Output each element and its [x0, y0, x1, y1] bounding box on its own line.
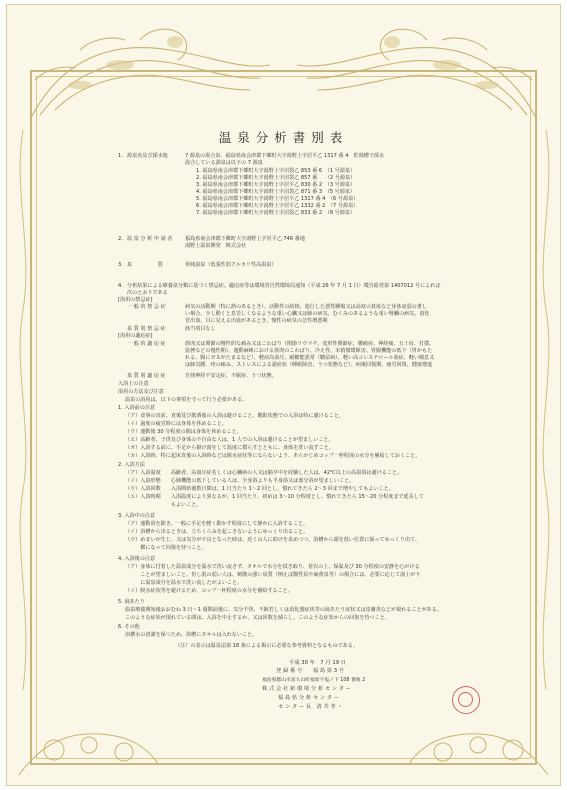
issuer-center: 福 島 県 分 析 セ ン タ ー — [278, 695, 340, 701]
note-line: （ア）食事の直前、直後及び飲酒後の入浴は避けること。酩酊状態での入浴は特に避けること。 — [125, 413, 345, 419]
registration-number: 登 録 番 号 福 島 第 3 号 — [276, 668, 345, 674]
note-line: 6. その他 — [118, 624, 140, 630]
note-line: 浴槽水の清潔を保つため、浴槽にタオルは入れないこと。 — [125, 632, 258, 638]
note-line: ことが望ましいこと。但し肌の弱い人は、刺激の強い泉質（例えば酸性泉や硫黄泉等）の場合には、必要に応じて湯上がり — [125, 572, 421, 578]
general-contra-text: い場合、少し動くと息苦しくなるような重い心臓又は肺の病気、むくみのあるような重い腎臓の病気、消化 — [185, 311, 430, 317]
note-footer: （注）の表示は温泉法第 18 条による掲示に必要な参考資料となるものである。 — [175, 643, 358, 649]
note-line: （ア）身体に付着した温泉成分を温水で洗い流さず、タオルで水分を拭き取り、着衣の上、保温及び 30 分程度の安静を心がける — [125, 564, 420, 570]
s1-line: 6. 福島県南会津郡下郷町大字湯野上字居平乙 1332 番 2 （7 号源泉） — [196, 203, 359, 209]
s1-line: 混合している源泉は以下の 7 源泉 — [185, 160, 263, 166]
issuer-company: 株 式 会 社 新 環 境 分 析 セ ン タ ー — [262, 686, 352, 692]
quality-ind-label: 泉 質 別 適 応 症 — [127, 373, 166, 379]
note-line: （イ）浴槽から出るときは、立ちくらみを起こさないようにゆっくり出ること。 — [125, 529, 309, 535]
section-3-label: 泉 質 — [127, 262, 163, 268]
note-line: （ウ）めまいが生じ、又は気分が不良となった時は、近くの人に助けを求めつつ、浴槽から頭を低い位置に保ってゆっくり出て、 — [125, 537, 421, 543]
note-line: 温泉の浴用は、以下の事項を守って行う必要がある。 — [125, 397, 248, 403]
note-line: もよいこと。 — [125, 502, 202, 508]
note-line: このような症状が現れている間は、入浴を中止するか、又は回数を減らし、このような症状からの回復を待つこと。 — [125, 615, 390, 621]
note-line: （ウ）運動後 30 分程度の間は身体を休めること。 — [125, 429, 242, 435]
note-line: （イ）脱水症状等を避けるため、コップ一杯程度の水分を補給すること。 — [125, 588, 293, 594]
section-4-number: 4. — [118, 283, 123, 289]
s1-line: 7. 福島県南会津郡下郷町大字湯野上字沼袋乙 833 番 2 （8 号源泉） — [196, 210, 356, 216]
note-line: 浴用の方法及び注意 — [118, 389, 164, 395]
s4-intro: 分析結果による療養泉分類に基づく禁忌症、適応症等は環境省自然環境局通知（平成 26 年 7 月 1 日）環自総発第 1407012 号によれば — [127, 283, 441, 289]
s4-intro: 次のとおりである — [127, 290, 168, 296]
floral-bottom-left-ornament — [14, 690, 164, 782]
general-ind-text: 筋肉又は関節の慢性的な痛み又はこわばり（関節リウマチ、変形性関節症、腰痛症、神経痛、五十肩、打撲、 — [185, 341, 435, 347]
s1-line: 7 源泉の混合泉、福島県南会津郡下郷町大字湯野上字居平乙 1317 番 4 貯湯槽で採水 — [185, 153, 385, 159]
quality-contra-label: 泉 質 別 禁 忌 症 — [127, 326, 166, 332]
section-1-label: 源泉名及び採水地 — [127, 153, 168, 159]
section-2-number: 2. — [118, 236, 123, 242]
note-line: （ウ）入浴回数 入浴開始後数日間は、1 日当たり 1〜2 回とし、慣れてきたら 2〜3 回まで増やしてもよいこと。 — [125, 486, 394, 492]
note-line: （エ）入浴時間 入浴温度により異なるが、1 回当たり、初めは 3〜10 分程度とし、慣れてきたら 15〜20 分程度まで延長して — [125, 494, 424, 500]
note-line: に温泉成分を温水で洗い流したがよいこと。 — [125, 580, 243, 586]
note-line: （オ）入浴する前に、手足から掛け湯をして温度に慣らすとともに、身体を洗い流すこと。 — [125, 445, 334, 451]
phoenix-right-ornament — [287, 20, 547, 130]
general-ind-text: れる、腸にガスがたまるなど）、軽症高血圧、耐糖能異常（糖尿病）、軽い高コレステロール血症、軽い喘息又 — [185, 355, 435, 361]
note-line: （カ）入浴時、特に起床直後の入浴時などは脱水症状等にならないよう、あらかじめコップ一杯程度の水分を補給しておくこと。 — [125, 453, 421, 459]
s1-line: 2. 福島県南会津郡下郷町大字湯野上字沼袋乙 857 番 （2 号源泉） — [196, 175, 356, 181]
s1-line: 5. 福島県南会津郡下郷町大字湯野上字居平乙 1317 番 4 （6 号源泉） — [196, 196, 359, 202]
issue-date: 平成 30 年 7 月 19 日 — [289, 660, 347, 666]
general-ind-label: 一 般 的 適 応 症 — [127, 341, 166, 347]
general-contra-text: 管出血、目に見える出血があるとき、慢性の病気の急性増悪期 — [185, 318, 328, 324]
issuer-address: 福島県郡山市富久山町福原字塩ノ下 108 番地 2 — [262, 678, 366, 683]
side-vine-left-ornament — [10, 130, 36, 690]
s1-line: 3. 福島県南会津郡下郷町大字湯野上字居平乙 830 番 2 （3 号源泉） — [196, 182, 356, 188]
section-3-number: 3. — [118, 262, 123, 268]
bath-ind-header: [浴用の適応症] — [118, 333, 153, 339]
note-line: （ア）運動浴を除き、一般に手足を軽く動かす程度にして静かに入浴すること。 — [125, 521, 309, 527]
note-line: （イ）入浴形態 心肺機能の低下している人は、全身浴よりも半身浴又は部分浴が望ましいこと。 — [125, 478, 355, 484]
phoenix-left-ornament — [20, 20, 280, 130]
note-line: （ア）入浴温度 高齢者、高血圧症若しくは心臓病の人又は脳卒中を経験した人は、42℃以上の高温浴は避けること。 — [125, 470, 403, 476]
general-contra-label: 一 般 的 禁 忌 症 — [127, 304, 166, 310]
note-line: 温泉療養開始後おおむね 3 日〜1 週間前後に、気分不快、不眠若しくは消化器症状等の湯あたり症状又は皮膚炎などが現れることがある。 — [125, 607, 442, 613]
spring-quality: 単純温泉（低張性弱アルカリ性高温泉） — [185, 262, 277, 268]
note-line: 4. 入浴後の注意 — [118, 556, 156, 562]
note-line: 1. 入浴前の注意 — [118, 405, 156, 411]
section-1-number: 1. — [118, 153, 123, 159]
s1-line: 4. 福島県南会津郡下郷町大字湯野上字沼袋乙 871 番 3 （5 号源泉） — [196, 189, 356, 195]
issuer-director: セ ン タ ー 長 清 井 孝 ・ — [278, 704, 343, 710]
note-line: 3. 入浴中の注意 — [118, 513, 156, 519]
document-title: 温泉分析書別表 — [218, 130, 349, 145]
note-line: 2. 入浴方法 — [118, 462, 145, 468]
official-seal-stamp — [452, 686, 480, 714]
section-2-label: 温 泉 分 析 申 請 者 — [127, 236, 173, 242]
general-ind-text: 捻挫などの慢性期）、運動麻痺における筋肉のこわばり、冷え性、末梢循環障害、胃腸機能の低下（胃がもた — [185, 348, 433, 354]
note-line: （エ）高齢者、子供及び身体の不自由な人は、1 人での入浴は避けることが望ましいこと。 — [125, 437, 334, 443]
note-line: 横になって回復を待つこと。 — [125, 545, 207, 551]
note-line: 入浴上の注意 — [118, 381, 149, 387]
s2-line: 湯野上温泉開発 株式会社 — [185, 243, 247, 249]
side-vine-right-ornament — [533, 130, 559, 690]
bath-contra-header: [浴用の禁忌症] — [118, 297, 153, 303]
general-ind-text: は肺気腫、痔の痛み、ストレスによる諸症状（睡眠障害、うつ状態など）、病後回復期、疲労回復、健康増進 — [185, 362, 433, 368]
s1-line: 1. 福島県南会津郡下郷町大字湯野上字沼袋乙 853 番 6 （1 号源泉） — [196, 168, 356, 174]
seal-inner-ring — [458, 692, 473, 707]
note-line: 5. 湯あたり — [118, 599, 145, 605]
quality-ind-text: 自律神経不安定症、不眠症、うつ状態。 — [185, 373, 277, 379]
s2-line: 福島県南会津郡下郷町大字湯野上字居平乙 746 番地 — [185, 236, 305, 242]
note-line: （イ）過度の疲労時には身体を休めること。 — [125, 421, 227, 427]
quality-contra-text: 該当項目なし — [185, 326, 216, 332]
general-contra-text: 病気の活動期（特に熱のあるとき）、活動性の結核、進行した悪性腫瘍又は高度の貧血など身体衰弱の著し — [185, 304, 427, 310]
